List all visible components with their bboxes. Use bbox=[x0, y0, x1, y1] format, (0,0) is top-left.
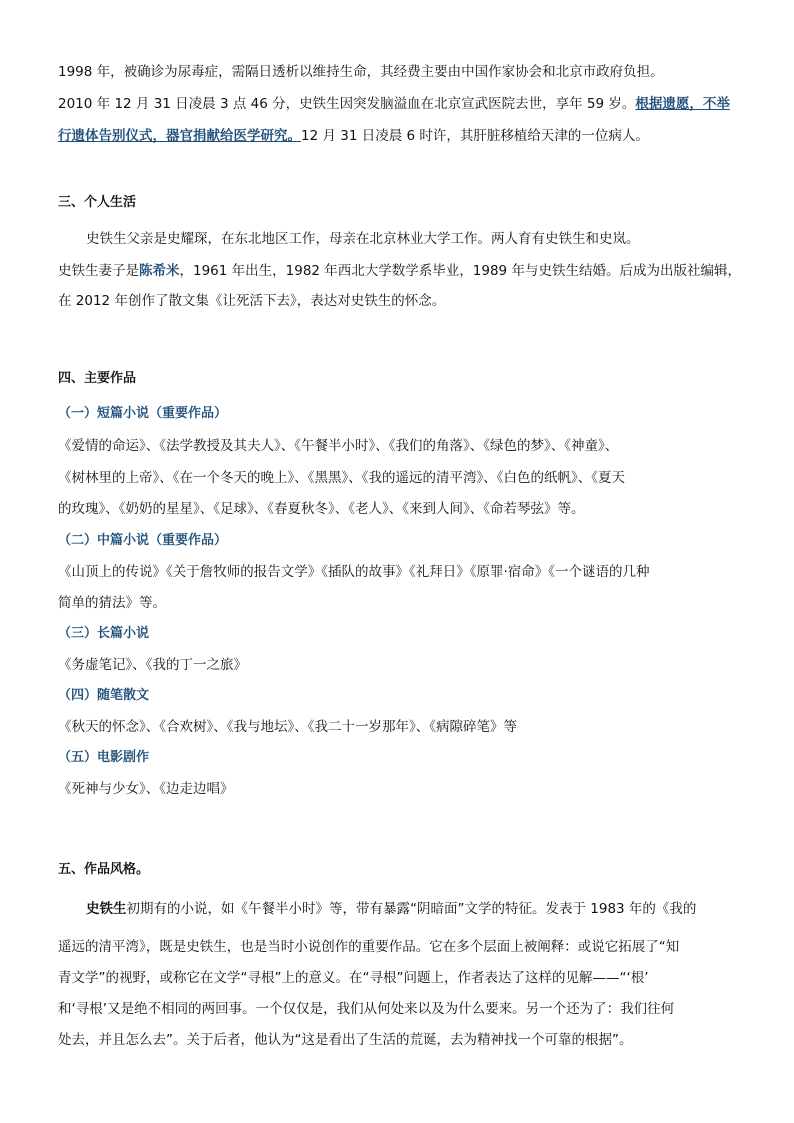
section-title-personal-life: 三、个人生活 bbox=[58, 195, 137, 210]
author-name: 史铁生 bbox=[86, 901, 127, 917]
text: 1998 年，被确诊为尿毒症，需隔日透析以维持生命，其经费主要由中国作家协会和北京市政府负担。 bbox=[58, 64, 664, 80]
section-title-main-works: 四、主要作品 bbox=[58, 371, 137, 386]
paragraph-style-line: 遥远的清平湾》，既是史铁生，也是当时小说创作的重要作品。它在多个层面上被阐释：或说它拓展了“知 bbox=[58, 939, 680, 955]
text: 12 月 31 日凌晨 6 时许，其肝脏移植给天津的一位病人。 bbox=[301, 128, 649, 144]
paragraph-style bbox=[86, 898, 696, 920]
paragraph-wife bbox=[58, 261, 741, 281]
paragraph-style-line: 和‘寻根’又是绝不相同的两回事。一个仅仅是，我们从何处来以及为什么要来。另一个还为了：我们往何 bbox=[58, 1001, 675, 1017]
works-list-line: 《山顶上的传说》《关于詹牧师的报告文学》《插队的故事》《礼拜日》《原罪·宿命》《一个谜语的几种 bbox=[58, 564, 650, 580]
text: 在 2012 年创作了散文集《让死活下去》，表达对史铁生的怀念。 bbox=[58, 293, 446, 309]
will-link[interactable]: 根据遗愿，不举 bbox=[635, 96, 730, 112]
paragraph-death bbox=[58, 94, 730, 114]
wife-name-link[interactable]: 陈希米 bbox=[139, 263, 180, 279]
text: 史铁生父亲是史耀琛，在东北地区工作，母亲在北京林业大学工作。两人育有史铁生和史岚。 bbox=[86, 231, 640, 247]
text: 史铁生妻子是 bbox=[58, 263, 139, 279]
subheading-short-stories: （一）短篇小说（重要作品） bbox=[58, 406, 228, 421]
text: ，1961 年出生，1982 年西北大学数学系毕业，1989 年与史铁生结婚。后成为出版社编辑， bbox=[179, 263, 741, 279]
works-list-line: 简单的猜法》等。 bbox=[58, 595, 166, 611]
works-list-line: 《爱情的命运》、《法学教授及其夫人》、《午餐半小时》、《我们的角落》、《绿色的梦》、《神童》、 bbox=[58, 438, 619, 454]
subheading-novellas: （二）中篇小说（重要作品） bbox=[58, 533, 228, 548]
text: 初期有的小说，如《午餐半小时》等，带有暴露“阴暗面”文学的特征。发表于 1983 年的《我的 bbox=[126, 901, 697, 917]
paragraph-style-line: 青文学”的视野，或称它在文学“寻根”上的意义。在“寻根”问题上，作者表达了这样的见解——“‘根’ bbox=[58, 970, 649, 986]
works-list-line: 《树林里的上帝》、《在一个冬天的晚上》、《黑黑》、《我的遥远的清平湾》、《白色的纸帆》、《夏天 bbox=[58, 470, 625, 486]
subheading-novels: （三）长篇小说 bbox=[58, 626, 150, 641]
works-list-line: 《务虚笔记》、《我的丁一之旅》 bbox=[58, 657, 247, 673]
paragraph-death-cont bbox=[58, 126, 649, 146]
paragraph-style-line: 处去，并且怎么去”。关于后者，他认为“这是看出了生活的荒诞，去为精神找一个可靠的根据”。 bbox=[58, 1032, 633, 1048]
text: 2010 年 12 月 31 日凌晨 3 点 46 分，史铁生因突发脑溢血在北京宣武医院去世，享年 59 岁。 bbox=[58, 96, 636, 112]
paragraph-wife-cont bbox=[58, 291, 445, 311]
works-list-line: 《死神与少女》、《边走边唱》 bbox=[58, 781, 234, 797]
will-link-cont[interactable]: 行遗体告别仪式，器官捐献给医学研究。 bbox=[58, 128, 301, 144]
works-list-line: 《秋天的怀念》、《合欢树》、《我与地坛》、《我二十一岁那年》、《病隙碎笔》等 bbox=[58, 719, 517, 735]
works-list-line: 的玫瑰》、《奶奶的星星》、《足球》、《春夏秋冬》、《老人》、《来到人间》、《命若琴弦》等。 bbox=[58, 501, 585, 517]
subheading-screenplays: （五）电影剧作 bbox=[58, 750, 150, 765]
paragraph-parents bbox=[86, 229, 640, 249]
section-title-style: 五、作品风格。 bbox=[58, 862, 150, 877]
paragraph-illness bbox=[58, 62, 664, 82]
subheading-essays: （四）随笔散文 bbox=[58, 688, 150, 703]
